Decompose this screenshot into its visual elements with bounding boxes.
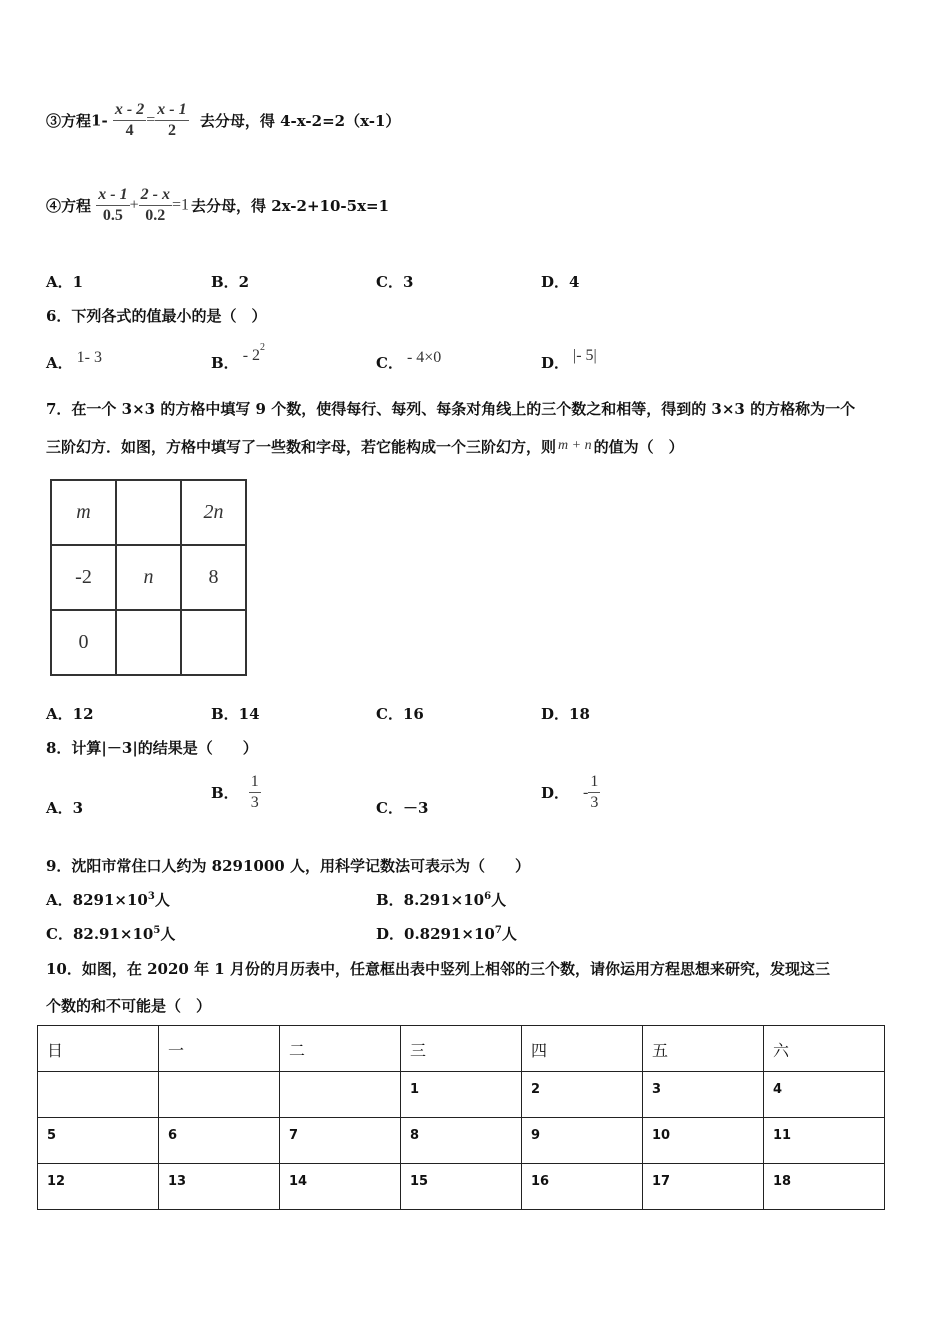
q6-option-b-label: B． <box>211 354 239 372</box>
q6-option-a-expr: 1- 3 <box>76 349 102 366</box>
calendar-cell: 14 <box>280 1164 401 1210</box>
q6-option-b-expr: - 2 <box>242 347 261 364</box>
calendar-cell: 9 <box>522 1118 643 1164</box>
calendar-cell: 4 <box>764 1072 885 1118</box>
calendar-header-cell: 三 <box>401 1026 522 1072</box>
q5-item4-label: ④方程 <box>46 197 92 215</box>
calendar-header-row <box>38 1026 885 1072</box>
calendar-row <box>38 1072 885 1118</box>
q10-stem-line2: 个数的和不可能是（ ） <box>46 997 212 1015</box>
q8-option-b-fraction: $\frac{1}{3}$ <box>250 773 259 811</box>
calendar-header-cell: 六 <box>764 1026 885 1072</box>
calendar-cell <box>159 1072 280 1118</box>
calendar-cell: 13 <box>159 1164 280 1210</box>
q5-option-c: C．3 <box>376 273 414 291</box>
calendar-cell: 5 <box>38 1118 159 1164</box>
q5-item4-equals: =1 <box>171 196 189 214</box>
calendar-header-cell: 四 <box>522 1026 643 1072</box>
magic-cell <box>116 480 181 545</box>
q5-option-a: A．1 <box>46 273 84 291</box>
calendar-cell <box>280 1072 401 1118</box>
q5-item3-equals: = <box>146 111 156 129</box>
q5-item4-tail: 去分母，得 2x-2+10-5x=1 <box>190 197 390 215</box>
q10-stem-line1: 10．如图，在 2020 年 1 月份的月历表中，任意框出表中竖列上相邻的三个数，请你运用方程思想来研究，发现这三 <box>46 960 830 978</box>
calendar-cell: 1 <box>401 1072 522 1118</box>
q6-option-b <box>211 342 266 373</box>
q5-item4-fraction2: $\frac{2 - x}{0.2}$ <box>140 186 170 224</box>
calendar-row <box>38 1118 885 1164</box>
q8-option-c: C．－3 <box>376 799 429 817</box>
q6-stem: 6．下列各式的值最小的是（ ） <box>46 307 267 325</box>
q7-option-c: C．16 <box>376 705 424 723</box>
magic-cell: 8 <box>181 545 246 610</box>
calendar-cell: 6 <box>159 1118 280 1164</box>
q8-option-d-sign: - <box>583 783 589 801</box>
q5-item4-fraction1: $\frac{x - 1}{0.5}$ <box>98 186 128 224</box>
calendar-cell: 2 <box>522 1072 643 1118</box>
calendar-header-cell: 五 <box>643 1026 764 1072</box>
calendar-cell: 3 <box>643 1072 764 1118</box>
q8-option-d-fraction: $\frac{1}{3}$ <box>590 773 599 811</box>
q9-option-c: C．$82.91\times 10^5$人 <box>46 925 176 943</box>
calendar-cell: 12 <box>38 1164 159 1210</box>
q6-option-c-expr: - 4×0 <box>406 349 442 366</box>
q7-stem-line1: 7．在一个 3×3 的方格中填写 9 个数，使得每行、每列、每条对角线上的三个数之和相等，得到的 3×3 的方格称为一个 <box>46 400 856 418</box>
magic-cell: n <box>116 545 181 610</box>
q5-item3-fraction1: $\frac{x - 2}{4}$ <box>114 101 145 139</box>
q7-option-d: D．18 <box>541 705 590 723</box>
q6-option-b-exponent: 2 <box>260 342 266 353</box>
calendar-cell: 10 <box>643 1118 764 1164</box>
q7-line2-post: 的值为（ ） <box>593 438 684 456</box>
calendar-cell: 11 <box>764 1118 885 1164</box>
q9-option-b: B．$8.291\times 10^6$人 <box>376 891 507 909</box>
calendar-cell: 18 <box>764 1164 885 1210</box>
q5-item4-plus: + <box>129 196 139 214</box>
q6-option-d <box>541 347 597 373</box>
calendar-header-cell: 日 <box>38 1026 159 1072</box>
q7-option-b: B．14 <box>211 705 260 723</box>
q6-option-c <box>376 349 442 373</box>
calendar-cell: 17 <box>643 1164 764 1210</box>
calendar-header-cell: 二 <box>280 1026 401 1072</box>
q6-option-d-expr: |- 5| <box>573 347 597 364</box>
magic-cell <box>116 610 181 675</box>
calendar-cell: 16 <box>522 1164 643 1210</box>
q5-item3-label: ③方程 <box>46 112 92 130</box>
q8-option-d <box>541 772 600 813</box>
magic-cell: m <box>51 480 116 545</box>
q5-item3 <box>46 100 400 141</box>
q7-line2-pre: 三阶幻方．如图，方格中填写了一些数和字母，若它能构成一个三阶幻方，则 <box>46 438 557 456</box>
q6-option-d-label: D． <box>541 354 570 372</box>
q5-option-b: B．2 <box>211 273 250 291</box>
magic-square-grid <box>50 479 247 676</box>
q8-option-a: A．3 <box>46 799 84 817</box>
q6-option-a <box>46 349 102 373</box>
calendar-cell: 15 <box>401 1164 522 1210</box>
q7-option-a: A．12 <box>46 705 94 723</box>
q9-stem: 9．沈阳市常住口人约为 8291000 人，用科学记数法可表示为（ ） <box>46 857 530 875</box>
q9-option-a: A．$8291\times 10^3$人 <box>46 891 170 909</box>
q6-option-a-label: A． <box>46 354 73 372</box>
q5-item3-tail: 去分母，得 4-x-2=2（x-1） <box>199 112 401 130</box>
q7-stem-line2 <box>46 436 684 457</box>
q7-line2-expr: m + n <box>558 438 592 453</box>
magic-cell <box>181 610 246 675</box>
calendar-table <box>37 1025 885 1210</box>
magic-cell: -2 <box>51 545 116 610</box>
q8-stem: 8．计算|－3|的结果是（ ） <box>46 739 258 757</box>
q5-option-d: D．4 <box>541 273 580 291</box>
calendar-cell: 7 <box>280 1118 401 1164</box>
q5-item3-fraction2: $\frac{x - 1}{2}$ <box>157 101 187 139</box>
magic-cell: 0 <box>51 610 116 675</box>
q8-option-d-label: D． <box>541 784 570 802</box>
calendar-header-cell: 一 <box>159 1026 280 1072</box>
calendar-row <box>38 1164 885 1210</box>
calendar-cell: 8 <box>401 1118 522 1164</box>
q9-option-d: D．$0.8291\times 10^7$人 <box>376 925 517 943</box>
q5-item3-prefix: 1- <box>91 111 108 130</box>
q6-option-c-label: C． <box>376 354 403 372</box>
q8-option-b-label: B． <box>211 784 239 802</box>
q8-option-b <box>211 772 261 813</box>
q5-item4 <box>46 185 389 226</box>
calendar-cell <box>38 1072 159 1118</box>
magic-cell: 2n <box>181 480 246 545</box>
